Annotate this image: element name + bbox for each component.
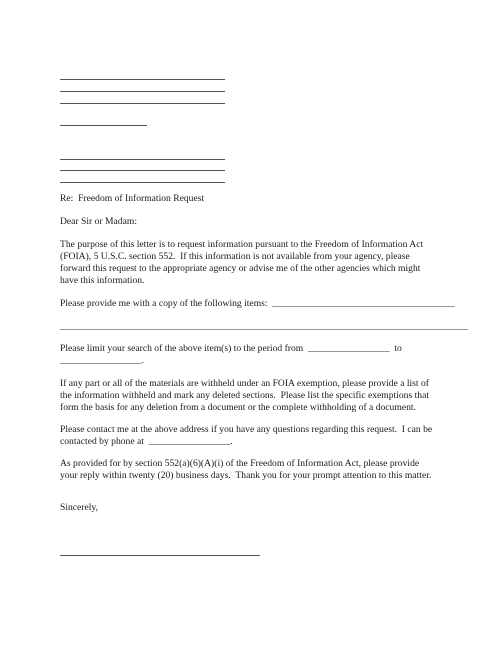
exemption-paragraph-line: the information withheld and mark any deleted sections. Please list the specific exemptions that (60, 390, 429, 401)
purpose-paragraph-line: have this information. (60, 275, 145, 286)
sender-address-line (60, 79, 225, 80)
purpose-paragraph-line: forward this request to the appropriate agency or advise me of the other agencies which might (60, 263, 421, 274)
subject-line: Re: Freedom of Information Request (60, 193, 205, 204)
exemption-paragraph-line: If any part or all of the materials are withheld under an FOIA exemption, please provide a list of (60, 378, 429, 389)
recipient-address-line (60, 159, 225, 160)
sender-address-line (60, 91, 225, 92)
signature-line (60, 555, 260, 556)
purpose-paragraph-line: The purpose of this letter is to request information pursuant to the Freedom of Information Act (60, 239, 424, 250)
closing: Sincerely, (60, 502, 99, 513)
date-line (60, 125, 147, 126)
recipient-address-line (60, 170, 225, 171)
items-request-line: Please provide me with a copy of the following items: ______________________________________ (60, 298, 455, 309)
items-continuation-line: _____________________________________________________________________________________ (60, 321, 468, 332)
deadline-paragraph-line: your reply within twenty (20) business days. Thank you for your prompt attention to this matter. (60, 470, 432, 481)
sender-address-line (60, 103, 225, 104)
period-continuation-line: _________________. (60, 355, 144, 366)
deadline-paragraph-line: As provided for by section 552(a)(6)(A)(i) of the Freedom of Information Act, please provide (60, 458, 420, 469)
purpose-paragraph-line: (FOIA), 5 U.S.C. section 552. If this information is not available from your agency, please (60, 251, 410, 262)
recipient-address-line (60, 182, 225, 183)
contact-paragraph-line: contacted by phone at _________________. (60, 436, 233, 447)
period-line: Please limit your search of the above item(s) to the period from _________________ to (60, 343, 402, 354)
salutation: Dear Sir or Madam: (60, 216, 137, 227)
exemption-paragraph-line: form the basis for any deletion from a document or the complete withholding of a document. (60, 402, 416, 413)
contact-paragraph-line: Please contact me at the above address if you have any questions regarding this request. I can be (60, 424, 433, 435)
